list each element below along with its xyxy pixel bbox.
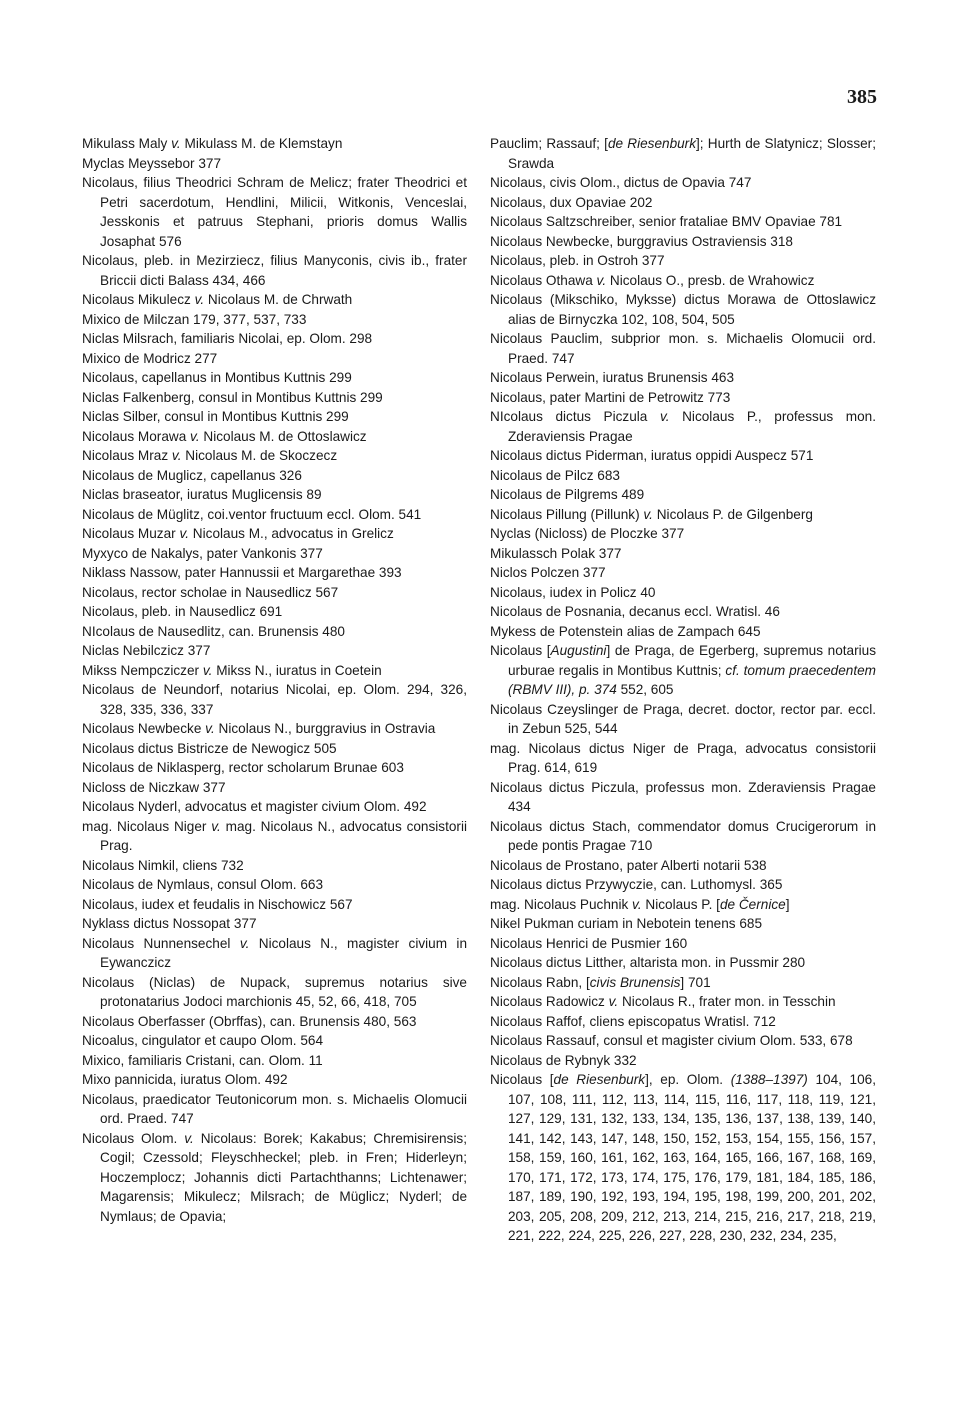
index-entry: Nicolaus de Prostano, pater Alberti notarii 538 xyxy=(490,857,767,873)
index-entry: Nicolaus Saltzschreiber, senior frataliae BMV Opaviae 781 xyxy=(490,214,843,229)
index-entry: Nicolaus Pauclim, subprior mon. s. Michaelis Olomucii ord. Praed. 747 xyxy=(490,331,876,366)
index-entry: Nicolaus de Muglicz, capellanus 326 xyxy=(82,467,302,483)
index-entry: Nicolaus de Müglitz, coi.ventor fructuum eccl. Olom. 541 xyxy=(82,506,422,522)
index-entry: Nicolaus Radowicz v. Nicolaus R., frater mon. in Tesschin xyxy=(490,994,836,1009)
index-entry: Nicolaus Nunnensechel v. Nicolaus N., magister civium in Eywanczicz xyxy=(82,935,468,970)
index-entry: Nicolaus de Rybnyk 332 xyxy=(490,1052,637,1068)
index-entry: Nicolaus (Niclas) de Nupack, supremus notarius sive protonatarius Jodoci marchionis 45, 52, 66, 418, 705 xyxy=(82,974,467,1009)
index-entry: Niclas braseator, iuratus Muglicensis 89 xyxy=(82,487,322,502)
index-entry: Nicolaus Nyderl, advocatus et magister civium Olom. 492 xyxy=(82,799,427,814)
index-entry: mag. Nicolaus Puchnik v. Nicolaus P. [de Černice] xyxy=(490,896,790,912)
index-entry: Nicolaus, praedicator Teutonicorum mon. s. Michaelis Olomucii ord. Praed. 747 xyxy=(82,1091,467,1126)
index-entry: Myxyco de Nakalys, pater Vankonis 377 xyxy=(82,545,323,561)
page-number: 385 xyxy=(847,86,877,108)
index-entry: Nicloss de Niczkaw 377 xyxy=(82,779,226,795)
index-entry: Nicolaus Rabn, [civis Brunensis] 701 xyxy=(490,974,711,990)
index-entry: Niklass Nassow, pater Hannussii et Margarethae 393 xyxy=(82,565,402,580)
index-entry: Nicoalus, cingulator et caupo Olom. 564 xyxy=(82,1033,324,1048)
index-entry: Niclas Silber, consul in Montibus Kuttnis 299 xyxy=(82,409,349,424)
index-entry: Nicolaus Nimkil, cliens 732 xyxy=(82,857,244,873)
right-index-column xyxy=(490,134,876,1246)
index-entry: Nicolaus Perwein, iuratus Brunensis 463 xyxy=(490,370,735,385)
index-entry: Mikulassch Polak 377 xyxy=(490,545,622,561)
index-entry: Nicolaus de Neundorf, notarius Nicolai, ep. Olom. 294, 326, 328, 335, 336, 337 xyxy=(82,682,467,717)
index-entry: Nicolaus Henrici de Pusmier 160 xyxy=(490,935,688,951)
index-entry: Nicolaus Newbecke, burggravius Ostraviensis 318 xyxy=(490,233,793,249)
index-entry: Nicolaus dictus Piderman, iuratus oppidi Auspecz 571 xyxy=(490,448,814,463)
index-entry: Nikel Pukman curiam in Nebotein tenens 685 xyxy=(490,916,763,931)
index-entry: Nicolaus Muzar v. Nicolaus M., advocatus in Grelicz xyxy=(82,526,394,541)
index-entry: Nicolaus Rassauf, consul et magister civium Olom. 533, 678 xyxy=(490,1033,853,1048)
index-entry: Nicolaus, dux Opaviae 202 xyxy=(490,194,653,210)
index-entry: Nicolaus, capellanus in Montibus Kuttnis 299 xyxy=(82,370,352,385)
index-entry: Nicolaus, filius Theodrici Schram de Melicz; frater Theodrici et Petri sacerdotum, Hendlini, Milicii, Witkonis, Venceslai, Jesskonis et patruus Stephani, prioris domus Wallis Josaphat 576 xyxy=(82,175,467,249)
index-entry: Nyclas (Nicloss) de Ploczke 377 xyxy=(490,526,685,541)
index-entry: Nicolaus Newbecke v. Nicolaus N., burggravius in Ostravia xyxy=(82,721,436,736)
index-entry: Nicolaus Othawa v. Nicolaus O., presb. de Wrahowicz xyxy=(490,272,815,288)
index-entry: Mikss Nempcziczer v. Mikss N., iuratus in Coetein xyxy=(82,662,382,678)
index-entry: Niclas Falkenberg, consul in Montibus Kuttnis 299 xyxy=(82,389,383,405)
index-entry: Nicolaus de Pilgrems 489 xyxy=(490,487,645,502)
index-entry: Nicolaus dictus Stach, commendator domus Crucigerorum in pede pontis Pragae 710 xyxy=(490,818,876,853)
index-entry: Nicolaus de Niklasperg, rector scholarum Brunae 603 xyxy=(82,760,404,775)
index-entry: Nicolaus, pleb. in Nausedlicz 691 xyxy=(82,604,283,619)
index-entry: Nicolaus, iudex in Policz 40 xyxy=(490,584,656,600)
index-entry: Nicolaus Oberfasser (Obrffas), can. Brunensis 480, 563 xyxy=(82,1013,417,1029)
index-entry: Nicolaus Olom. v. Nicolaus: Borek; Kakabus; Chremisirensis; Cogil; Czessold; Fleyschheckel; pleb. in Fren; Hiderleyn; Hoczemplocz; Johannis dicti Partachthanns; Lichtenawer; Magarensis; Mikulecz; Milsrach; de Müglicz; Nyderl; de Nymlaus; de Opavia; xyxy=(82,1130,467,1224)
index-entry: Nicolaus de Posnania, decanus eccl. Wratisl. 46 xyxy=(490,604,780,619)
index-entry: Nicolaus, civis Olom., dictus de Opavia 747 xyxy=(490,175,752,190)
index-entry: Mikulass Maly v. Mikulass M. de Klemstayn xyxy=(82,136,343,151)
index-entry: Nicolaus de Nymlaus, consul Olom. 663 xyxy=(82,877,324,892)
index-entry: Nicolaus, rector scholae in Nausedlicz 567 xyxy=(82,584,339,600)
index-entry: Nicolaus, pleb. in Ostroh 377 xyxy=(490,253,665,268)
index-entry: NIcolaus dictus Piczula v. Nicolaus P., professus mon. Zderaviensis Pragae xyxy=(490,409,876,444)
index-entry: Niclos Polczen 377 xyxy=(490,565,606,580)
left-index-column xyxy=(82,134,467,1226)
index-entry: Niclas Milsrach, familiaris Nicolai, ep. Olom. 298 xyxy=(82,331,373,346)
index-entry: Nicolaus dictus Litther, altarista mon. in Pussmir 280 xyxy=(490,955,806,970)
index-entry: Nicolaus, pleb. in Mezirziecz, filius Manyconis, civis ib., frater Briccii dicti Balass 434, 466 xyxy=(82,253,467,288)
index-entry: Nicolaus Czeyslinger de Praga, decret. doctor, rector par. eccl. in Zebun 525, 544 xyxy=(490,701,876,736)
index-entry: Mixico de Milczan 179, 377, 537, 733 xyxy=(82,311,307,327)
index-entry: Niclas Nebilczicz 377 xyxy=(82,643,211,658)
index-entry: Nyklass dictus Nossopat 377 xyxy=(82,916,257,931)
index-entry: Myclas Meyssebor 377 xyxy=(82,155,222,171)
index-entry: mag. Nicolaus Niger v. mag. Nicolaus N., advocatus consistorii Prag. xyxy=(82,818,468,853)
index-entry: mag. Nicolaus dictus Niger de Praga, advocatus consistorii Prag. 614, 619 xyxy=(490,740,876,775)
index-entry: Nicolaus dictus Piczula, professus mon. Zderaviensis Pragae 434 xyxy=(490,779,876,814)
index-entry: Mixo pannicida, iuratus Olom. 492 xyxy=(82,1072,288,1087)
index-entry: Nicolaus, pater Martini de Petrowitz 773 xyxy=(490,389,731,405)
index-entry: Nicolaus [Augustini] de Praga, de Egerberg, supremus notarius urburae regalis in Montibus Kuttnis; cf. tomum praecedentem (RBMV III), p. 374 552, 605 xyxy=(490,643,876,697)
index-entry: Nicolaus (Mikschiko, Myksse) dictus Morawa de Ottoslawicz alias de Birnyczka 102, 108, 504, 505 xyxy=(490,292,876,327)
index-entry: Nicolaus Raffof, cliens episcopatus Wratisl. 712 xyxy=(490,1013,776,1029)
index-entry: Nicolaus de Pilcz 683 xyxy=(490,467,620,483)
index-entry: Nicolaus Mraz v. Nicolaus M. de Skoczecz xyxy=(82,448,338,463)
index-entry: Nicolaus [de Riesenburk], ep. Olom. (1388–1397) 104, 106, 107, 108, 111, 112, 113, 114, 115, 116, 117, 118, 119, 121, 127, 129, 131, 132, 133, 134, 135, 136, 137, 138, 139, 140, 141, 142, 143, 147, 148, 150, 152, 153, 154, 155, 156, 157, 158, 159, 160, 161, 162, 163, 164, 165, 166, 167, 168, 169, 170, 171, 172, 173, 174, 175, 176, 179, 181, 184, 185, 186, 187, 189, 190, 192, 193, 194, 195, 198, 199, 200, 201, 202, 203, 205, 208, 209, 212, 213, 214, 215, 216, 217, 218, 219, 221, 222, 224, 225, 226, 227, 228, 230, 232, 234, 235, xyxy=(490,1072,877,1243)
index-entry: Mixico, familiaris Cristani, can. Olom. 11 xyxy=(82,1052,323,1068)
index-entry: Mykess de Potenstein alias de Zampach 645 xyxy=(490,623,761,639)
index-entry: Nicolaus Pillung (Pillunk) v. Nicolaus P. de Gilgenberg xyxy=(490,506,813,522)
index-entry: NIcolaus de Nausedlitz, can. Brunensis 480 xyxy=(82,623,345,639)
index-entry: Nicolaus Mikulecz v. Nicolaus M. de Chrwath xyxy=(82,292,353,307)
index-entry: Nicolaus dictus Przywyczie, can. Luthomysl. 365 xyxy=(490,877,783,892)
index-entry: Nicolaus Morawa v. Nicolaus M. de Ottoslawicz xyxy=(82,428,367,444)
index-entry: Nicolaus, iudex et feudalis in Nischowicz 567 xyxy=(82,896,353,912)
index-entry: Pauclim; Rassauf; [de Riesenburk]; Hurth de Slatynicz; Slosser; Srawda xyxy=(490,136,876,171)
index-entry: Mixico de Modricz 277 xyxy=(82,350,218,366)
index-entry: Nicolaus dictus Bistricze de Newogicz 505 xyxy=(82,740,337,756)
